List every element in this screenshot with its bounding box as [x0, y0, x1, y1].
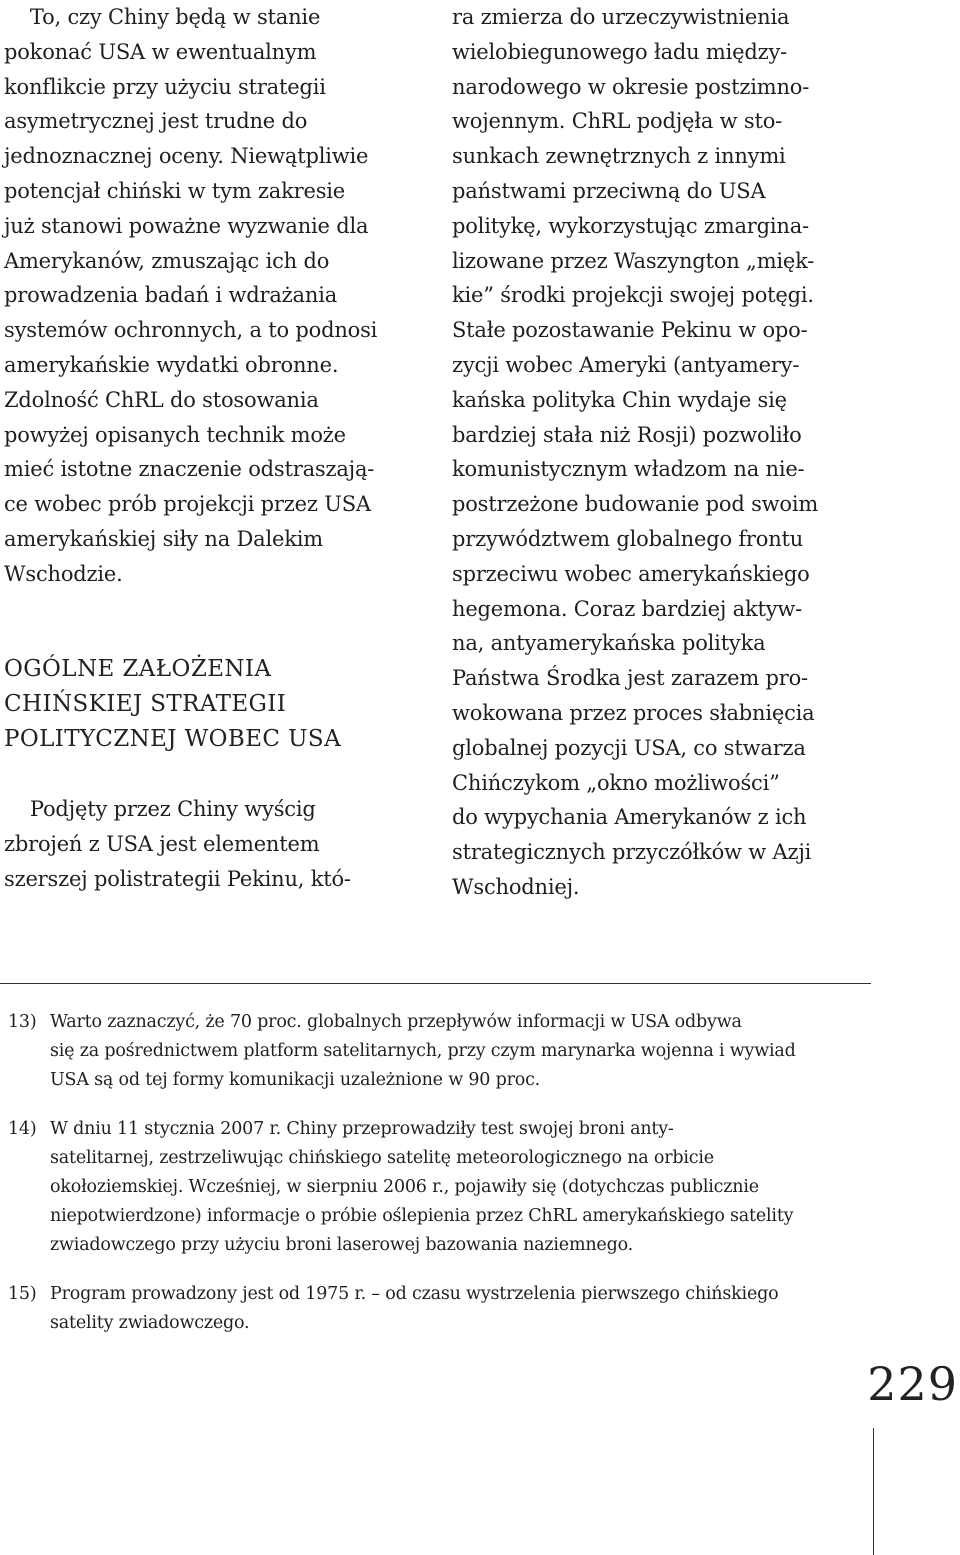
body-text-line: ra zmierza do urzeczywistnienia	[452, 5, 790, 29]
footnote	[8, 1008, 874, 1095]
body-text-line: państwami przeciwną do USA	[452, 178, 766, 203]
body-text-line: Państwa Środka jest zarazem pro-	[452, 666, 808, 691]
margin-rule	[873, 1428, 874, 1555]
body-text-line: Chińczykom „okno możliwości”	[452, 770, 780, 795]
body-text-line: konflikcie przy użyciu strategii	[4, 74, 326, 99]
body-text-line: zycji wobec Ameryki (antyamery-	[452, 352, 800, 377]
footnote-number: 15)	[8, 1284, 37, 1304]
body-text-line: amerykańskie wydatki obronne.	[4, 352, 339, 377]
body-text-line: zbrojeń z USA jest elementem	[4, 831, 320, 856]
body-text-line: wielobiegunowego ładu między-	[452, 39, 788, 64]
section-heading	[4, 652, 424, 757]
footnotes	[8, 1008, 874, 1358]
body-text-line: ce wobec prób projekcji przez USA	[4, 492, 371, 517]
body-text-line: szerszej polistrategii Pekinu, któ-	[4, 866, 351, 891]
page-number: 229	[867, 1357, 958, 1411]
footnote-text: Program prowadzony jest od 1975 r. – od czasu wystrzelenia pierwszego chińskiego	[50, 1284, 779, 1304]
body-text-line: przywództwem globalnego frontu	[452, 526, 804, 551]
body-text-line: mieć istotne znaczenie odstraszają-	[4, 457, 375, 482]
heading-line: CHIŃSKIEJ STRATEGII	[4, 691, 287, 717]
body-text-line: hegemona. Coraz bardziej aktyw-	[452, 596, 803, 621]
footnote-line: okołoziemskiej. Wcześniej, w sierpniu 2006 r., pojawiły się (dotychczas publicznie	[50, 1177, 759, 1197]
body-text-line: wojennym. ChRL podjęła w sto-	[452, 109, 783, 134]
footnote-line	[8, 1008, 874, 1037]
footnote-text: W dniu 11 stycznia 2007 r. Chiny przeprowadziły test swojej broni anty-	[50, 1119, 674, 1139]
footnote-line: zwiadowczego przy użyciu broni laserowej bazowania naziemnego.	[50, 1235, 633, 1255]
body-text-line: bardziej stała niż Rosji) pozwoliło	[452, 422, 802, 447]
right-column	[452, 0, 882, 905]
left-column-continuation	[4, 792, 424, 896]
body-text-line: sprzeciwu wobec amerykańskiego	[452, 561, 810, 586]
body-text-line: Zdolność ChRL do stosowania	[4, 387, 319, 412]
body-text-line: To, czy Chiny będą w stanie	[4, 5, 321, 29]
heading-line: OGÓLNE ZAŁOŻENIA	[4, 656, 272, 682]
body-text-line: wokowana przez proces słabnięcia	[452, 700, 815, 725]
footnote-line: USA są od tej formy komunikacji uzależnione w 90 proc.	[50, 1070, 541, 1090]
body-text-line: narodowego w okresie postzimno-	[452, 74, 810, 99]
body-text-line: potencjał chiński w tym zakresie	[4, 178, 346, 203]
body-text-line: prowadzenia badań i wdrażania	[4, 283, 338, 308]
body-text-line: do wypychania Amerykanów z ich	[452, 805, 807, 830]
body-text-line: strategicznych przyczółków w Azji	[452, 840, 812, 865]
footnote-line: niepotwierdzone) informacje o próbie oślepienia przez ChRL amerykańskiego satelity	[50, 1206, 794, 1226]
footnote-line: się za pośrednictwem platform satelitarnych, przy czym marynarka wojenna i wywiad	[50, 1041, 796, 1061]
footnote-line: satelity zwiadowczego.	[50, 1313, 250, 1333]
heading-line: POLITYCZNEJ WOBEC USA	[4, 726, 342, 752]
body-text-line: sunkach zewnętrznych z innymi	[452, 144, 786, 169]
body-text-line: pokonać USA w ewentualnym	[4, 39, 317, 64]
body-text-line: na, antyamerykańska polityka	[452, 631, 766, 656]
body-text-line: Amerykanów, zmuszając ich do	[4, 248, 330, 273]
body-text-line: kańska polityka Chin wydaje się	[452, 387, 787, 412]
body-text-line: powyżej opisanych technik może	[4, 422, 346, 447]
footnote-line	[8, 1115, 874, 1144]
body-text-line: jednoznacznej oceny. Niewątpliwie	[4, 144, 369, 169]
body-text-line: kie” środki projekcji swojej potęgi.	[452, 283, 814, 308]
body-text-line: komunistycznym władzom na nie-	[452, 457, 805, 482]
body-text-line: Wschodniej.	[452, 874, 580, 899]
footnote-line: satelitarnej, zestrzeliwując chińskiego satelitę meteorologicznego na orbicie	[50, 1148, 714, 1168]
body-text-line: Podjęty przez Chiny wyścig	[4, 797, 316, 821]
footnote	[8, 1280, 874, 1338]
footnote-number: 14)	[8, 1119, 37, 1139]
left-column	[4, 0, 424, 592]
body-text-line: systemów ochronnych, a to podnosi	[4, 318, 378, 343]
body-text-line: amerykańskiej siły na Dalekim	[4, 526, 323, 551]
footnote	[8, 1115, 874, 1260]
body-text-line: lizowane przez Waszyngton „mięk-	[452, 248, 815, 273]
body-text-line: globalnej pozycji USA, co stwarza	[452, 735, 806, 760]
body-text-line: asymetrycznej jest trudne do	[4, 109, 308, 134]
footnote-line	[8, 1280, 874, 1309]
body-text-line: Wschodzie.	[4, 561, 123, 586]
footnote-text: Warto zaznaczyć, że 70 proc. globalnych przepływów informacji w USA odbywa	[50, 1012, 742, 1032]
body-text-line: politykę, wykorzystując zmargina-	[452, 213, 809, 238]
footnote-number: 13)	[8, 1012, 37, 1032]
footnote-separator	[0, 983, 871, 984]
body-text-line: już stanowi poważne wyzwanie dla	[4, 213, 369, 238]
body-text-line: postrzeżone budowanie pod swoim	[452, 492, 819, 517]
body-text-line: Stałe pozostawanie Pekinu w opo-	[452, 318, 808, 343]
